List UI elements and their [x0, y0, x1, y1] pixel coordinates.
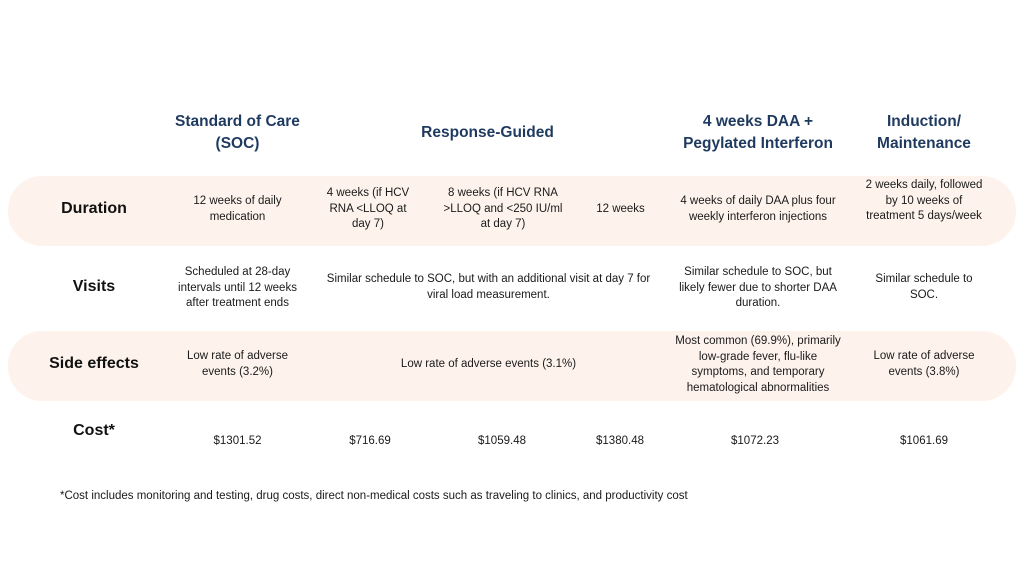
- cost-footnote: *Cost includes monitoring and testing, drug costs, direct non-medical costs such as traveling to clinics, and productivity cost: [60, 490, 688, 502]
- side-effects-soc: Low rate of adverse events (3.2%): [186, 350, 288, 378]
- side-effects-rg: Low rate of adverse events (3.1%): [400, 358, 577, 370]
- row-label-duration: Duration: [61, 200, 127, 217]
- duration-daa-peg: 4 weeks of daily DAA plus four weekly interferon injections: [680, 195, 836, 223]
- duration-rg-12wk: 12 weeks: [596, 203, 645, 215]
- visits-soc: Scheduled at 28-day intervals until 12 weeks after treatment ends: [178, 266, 297, 309]
- cost-soc: $1301.52: [213, 435, 262, 447]
- duration-rg-8wk: 8 weeks (if HCV RNA >LLOQ and <250 IU/ml at day 7): [443, 187, 563, 230]
- row-label-side-effects: Side effects: [49, 355, 139, 372]
- header-daa-peg: 4 weeks DAA + Pegylated Interferon: [683, 113, 833, 152]
- row-label-cost: Cost*: [73, 422, 115, 439]
- row-label-visits: Visits: [72, 278, 116, 295]
- cost-rg-8wk: $1059.48: [478, 435, 526, 447]
- duration-induction: 2 weeks daily, followed by 10 weeks of treatment 5 days/week: [865, 179, 983, 222]
- cost-induction: $1061.69: [900, 435, 948, 447]
- visits-daa-peg: Similar schedule to SOC, but likely fewer due to shorter DAA duration.: [679, 266, 837, 309]
- visits-induction: Similar schedule to SOC.: [875, 273, 973, 301]
- cost-daa-peg: $1072.23: [731, 435, 779, 447]
- duration-soc: 12 weeks of daily medication: [193, 195, 282, 223]
- side-effects-induction: Low rate of adverse events (3.8%): [873, 350, 975, 378]
- duration-rg-4wk: 4 weeks (if HCV RNA <LLOQ at day 7): [326, 187, 410, 230]
- header-response-guided: Response-Guided: [421, 124, 554, 141]
- visits-rg: Similar schedule to SOC, but with an additional visit at day 7 for viral load measurement.: [326, 273, 651, 301]
- header-induction: Induction/ Maintenance: [877, 113, 971, 152]
- side-effects-daa-peg: Most common (69.9%), primarily low-grade fever, flu-like symptoms, and temporary hematological abnormalities: [675, 335, 841, 394]
- cost-rg-12wk: $1380.48: [596, 435, 644, 447]
- cost-rg-4wk: $716.69: [349, 435, 391, 447]
- header-soc: Standard of Care (SOC): [175, 113, 300, 152]
